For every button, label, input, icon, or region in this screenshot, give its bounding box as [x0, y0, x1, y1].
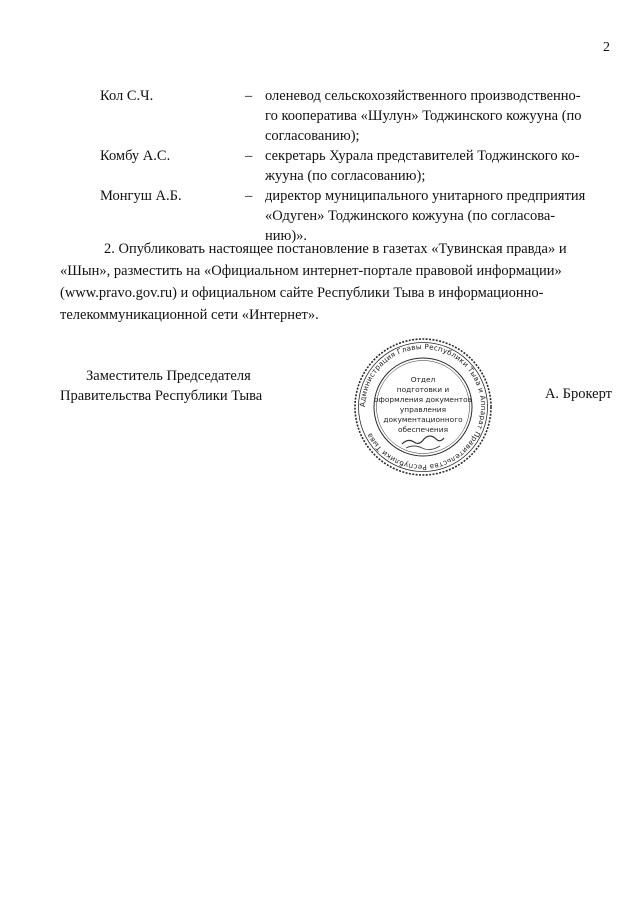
member-dash: – [245, 188, 253, 204]
official-seal-icon [352, 336, 494, 478]
signatory-title-line: Заместитель Председателя [86, 368, 251, 384]
member-description-line: согласованию); [265, 128, 360, 144]
member-description-line: директор муниципального унитарного предприятия [265, 188, 586, 204]
paragraph-line: (www.pravo.gov.ru) и официальном сайте Республики Тыва в информационно- [60, 285, 544, 301]
member-description-line: жууна (по согласованию); [265, 168, 426, 184]
paragraph-line: «Шын», разместить на «Официальном интернет-портале правовой информации» [60, 263, 562, 279]
member-name: Комбу А.С. [100, 148, 171, 164]
seal-center-line: Отдел [410, 375, 436, 384]
member-name: Кол С.Ч. [100, 88, 154, 104]
member-description-line: го кооператива «Шулун» Тоджинского кожууна (по [265, 108, 582, 124]
signature-block [60, 341, 612, 476]
signatory-name: А. Брокерт [544, 386, 612, 402]
member-name: Монгуш А.Б. [100, 188, 182, 204]
member-entry [100, 86, 610, 146]
seal-center-line: обеспечения [397, 425, 449, 434]
signatory-title-line: Правительства Республики Тыва [60, 388, 263, 404]
member-description-line: нию)». [265, 228, 308, 244]
seal-center-line: управления [399, 405, 447, 414]
publication-paragraph [60, 238, 610, 326]
member-description [265, 186, 610, 246]
member-entry [100, 146, 610, 186]
member-description [265, 146, 610, 186]
seal-center-line: документационного [383, 415, 463, 424]
members-list [100, 86, 610, 246]
member-description-line: «Одуген» Тоджинского кожууна (по согласова- [265, 208, 556, 224]
signatory-title [60, 366, 262, 406]
paragraph-line: телекоммуникационной сети «Интернет». [60, 307, 319, 323]
seal-center-line: оформления документов [374, 395, 472, 404]
member-description [265, 86, 610, 146]
seal-center-line: подготовки и [396, 385, 450, 394]
page-number: 2 [603, 40, 610, 55]
member-dash: – [245, 88, 253, 104]
seal-ring-text: Администрация Главы Республики Тыва и Аппарат Правительства Республики Тыва [357, 341, 489, 473]
paragraph-line: 2. Опубликовать настоящее постановление в газетах «Тувинская правда» и [104, 241, 567, 257]
member-dash: – [245, 148, 253, 164]
member-description-line: оленевод сельскохозяйственного производственно- [265, 88, 581, 104]
member-description-line: секретарь Хурала представителей Тоджинского ко- [265, 148, 580, 164]
member-entry [100, 186, 610, 246]
